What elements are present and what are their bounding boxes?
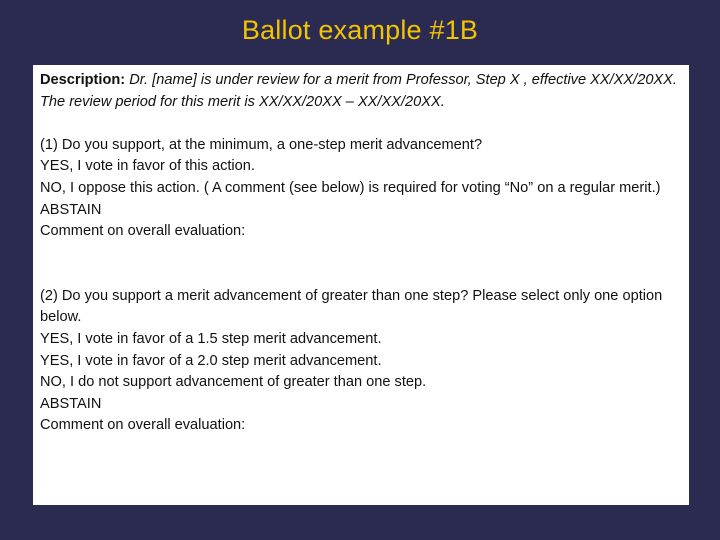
- question-1-option-no: NO, I oppose this action. ( A comment (see below) is required for voting “No” on a regular merit.): [40, 179, 661, 196]
- question-1-section: [40, 135, 681, 243]
- question-2-option-yes-2-0: YES, I vote in favor of a 2.0 step merit advancement.: [40, 352, 382, 369]
- question-1-option-yes: YES, I vote in favor of this action.: [40, 158, 255, 175]
- question-2-prompt: (2) Do you support a merit advancement of greater than one step? Please select only one option below.: [40, 287, 663, 326]
- question-1-comment-label: Comment on overall evaluation:: [40, 223, 246, 240]
- question-2-section: [40, 286, 681, 437]
- question-2-option-yes-1-5: YES, I vote in favor of a 1.5 step merit advancement.: [40, 330, 382, 347]
- question-2-comment-label: Comment on overall evaluation:: [40, 417, 246, 434]
- description-label: Description:: [40, 72, 126, 88]
- description-paragraph: [40, 70, 681, 113]
- description-text: Dr. [name] is under review for a merit from Professor, Step X , effective XX/XX/20XX. The review period for this merit is XX/XX/20XX – XX/XX/20XX.: [40, 72, 677, 110]
- slide-title: Ballot example #1B: [241, 15, 479, 45]
- spacer: [40, 243, 681, 286]
- spacer: [40, 113, 681, 135]
- ballot-content-box: [33, 65, 689, 505]
- question-2-option-abstain: ABSTAIN: [40, 395, 102, 412]
- question-1-prompt: (1) Do you support, at the minimum, a one-step merit advancement?: [40, 136, 483, 153]
- question-2-option-no: NO, I do not support advancement of greater than one step.: [40, 374, 427, 391]
- question-1-option-abstain: ABSTAIN: [40, 201, 102, 218]
